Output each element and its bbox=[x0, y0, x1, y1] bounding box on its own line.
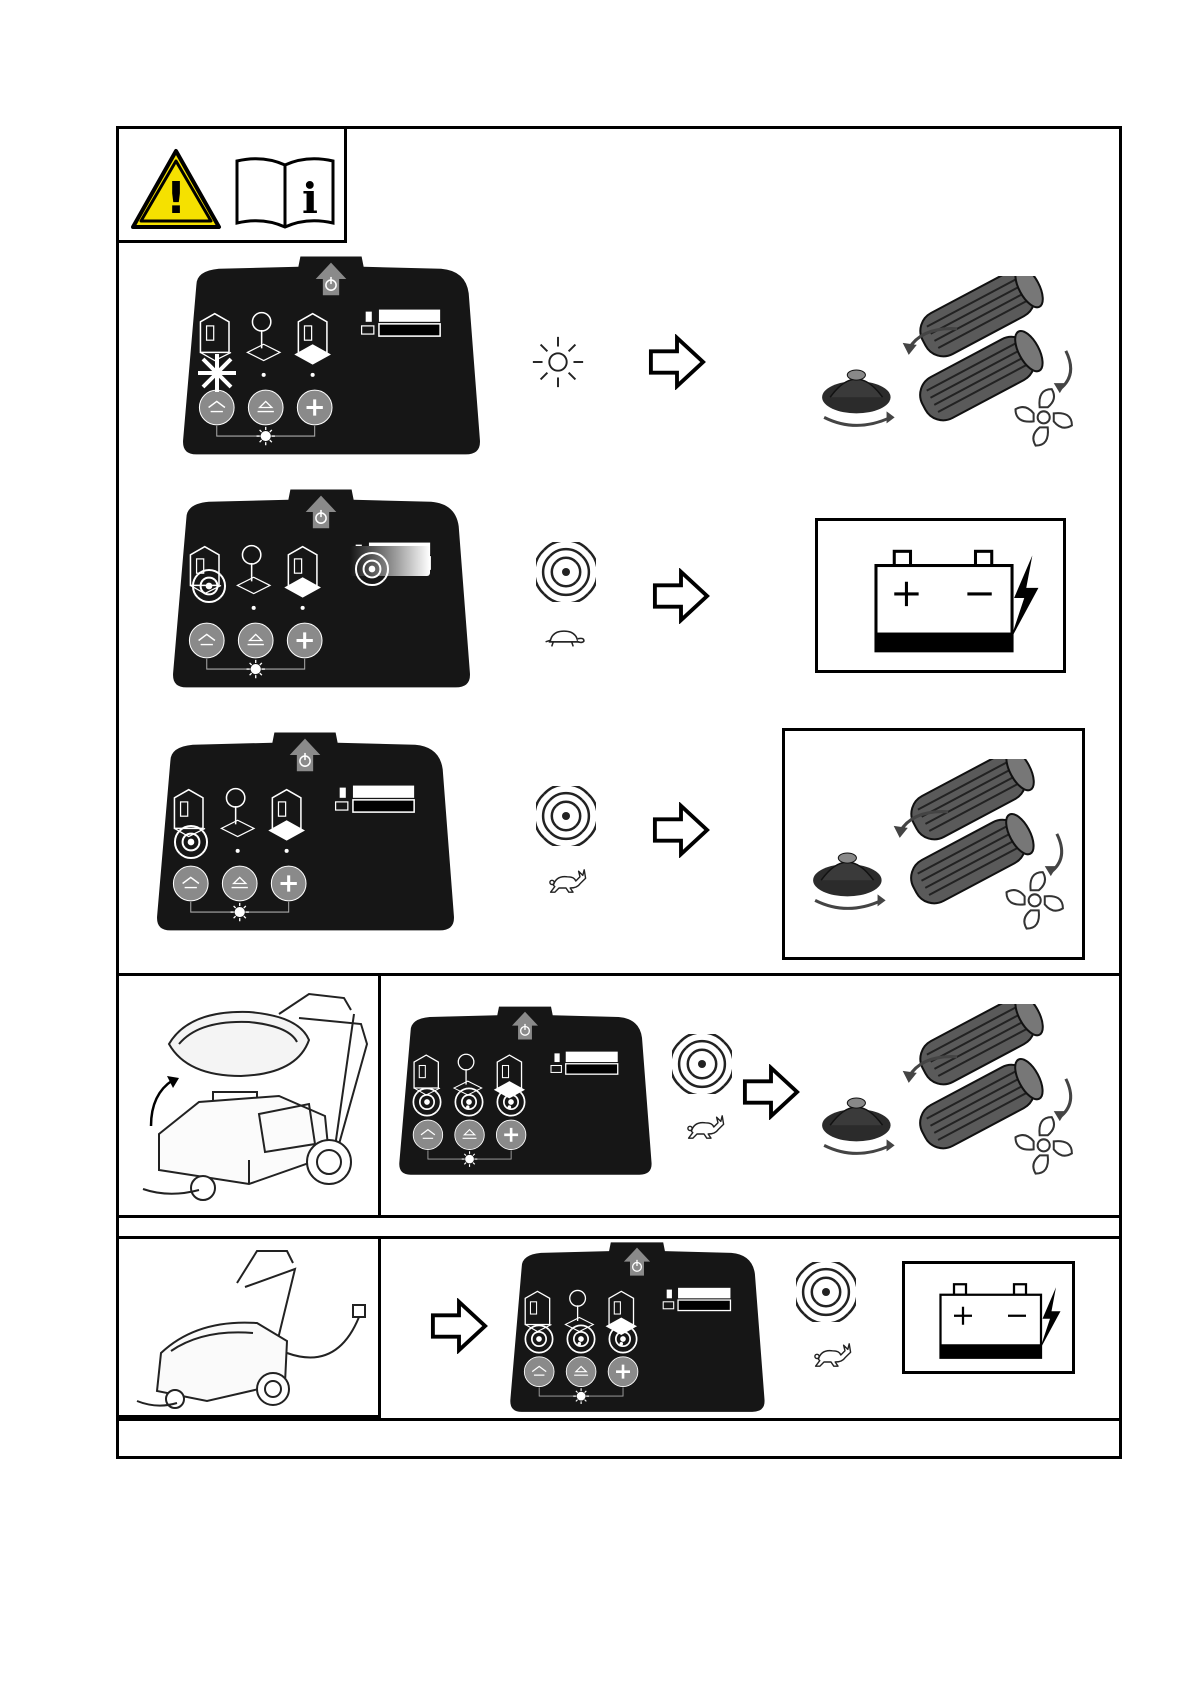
machine-open-box bbox=[116, 973, 381, 1218]
right-arrow-icon bbox=[648, 334, 706, 390]
blinking-light-icon bbox=[672, 1034, 732, 1094]
brushes-and-fan-icon bbox=[806, 276, 1088, 458]
battery-box bbox=[902, 1261, 1075, 1374]
brushes-box bbox=[782, 728, 1085, 960]
rabbit-icon bbox=[545, 866, 587, 896]
blinking-light-icon bbox=[171, 822, 211, 862]
light-on-icon bbox=[529, 333, 587, 391]
blinking-light-icon bbox=[536, 542, 596, 602]
machine-charging-illustration bbox=[127, 1243, 377, 1415]
battery-charging-icon bbox=[838, 531, 1048, 663]
rabbit-icon bbox=[810, 1340, 852, 1370]
header-icon-box bbox=[116, 126, 347, 243]
brushes-and-fan-icon bbox=[806, 1004, 1088, 1186]
blinking-light-icon bbox=[606, 1322, 640, 1356]
right-arrow-icon bbox=[652, 568, 710, 624]
rabbit-icon bbox=[683, 1112, 725, 1142]
warning-triangle-icon bbox=[129, 147, 223, 231]
blinking-asterisk-indicator bbox=[196, 352, 238, 394]
blinking-light-icon bbox=[536, 786, 596, 846]
battery-box bbox=[815, 518, 1066, 673]
machine-open-hood-illustration bbox=[129, 984, 373, 1212]
blinking-light-icon bbox=[494, 1085, 528, 1119]
right-arrow-icon bbox=[430, 1298, 488, 1354]
section-divider bbox=[116, 1215, 1122, 1218]
blinking-light-icon bbox=[189, 566, 229, 606]
brushes-and-fan-icon bbox=[797, 759, 1079, 941]
warning-glyph: ! bbox=[165, 173, 187, 224]
manual-info-glyph: i bbox=[302, 174, 318, 223]
battery-charging-icon bbox=[915, 1268, 1065, 1368]
blinking-light-icon bbox=[410, 1085, 444, 1119]
blinking-light-icon bbox=[352, 549, 392, 589]
right-arrow-icon bbox=[742, 1064, 800, 1120]
blinking-light-icon bbox=[522, 1322, 556, 1356]
blinking-light-icon bbox=[564, 1322, 598, 1356]
machine-charging-box bbox=[116, 1236, 381, 1418]
right-arrow-icon bbox=[652, 802, 710, 858]
section-divider bbox=[116, 1418, 1122, 1421]
blinking-light-icon bbox=[452, 1085, 486, 1119]
turtle-icon bbox=[541, 626, 587, 650]
read-manual-info-icon bbox=[233, 155, 337, 229]
blinking-light-icon bbox=[796, 1262, 856, 1322]
